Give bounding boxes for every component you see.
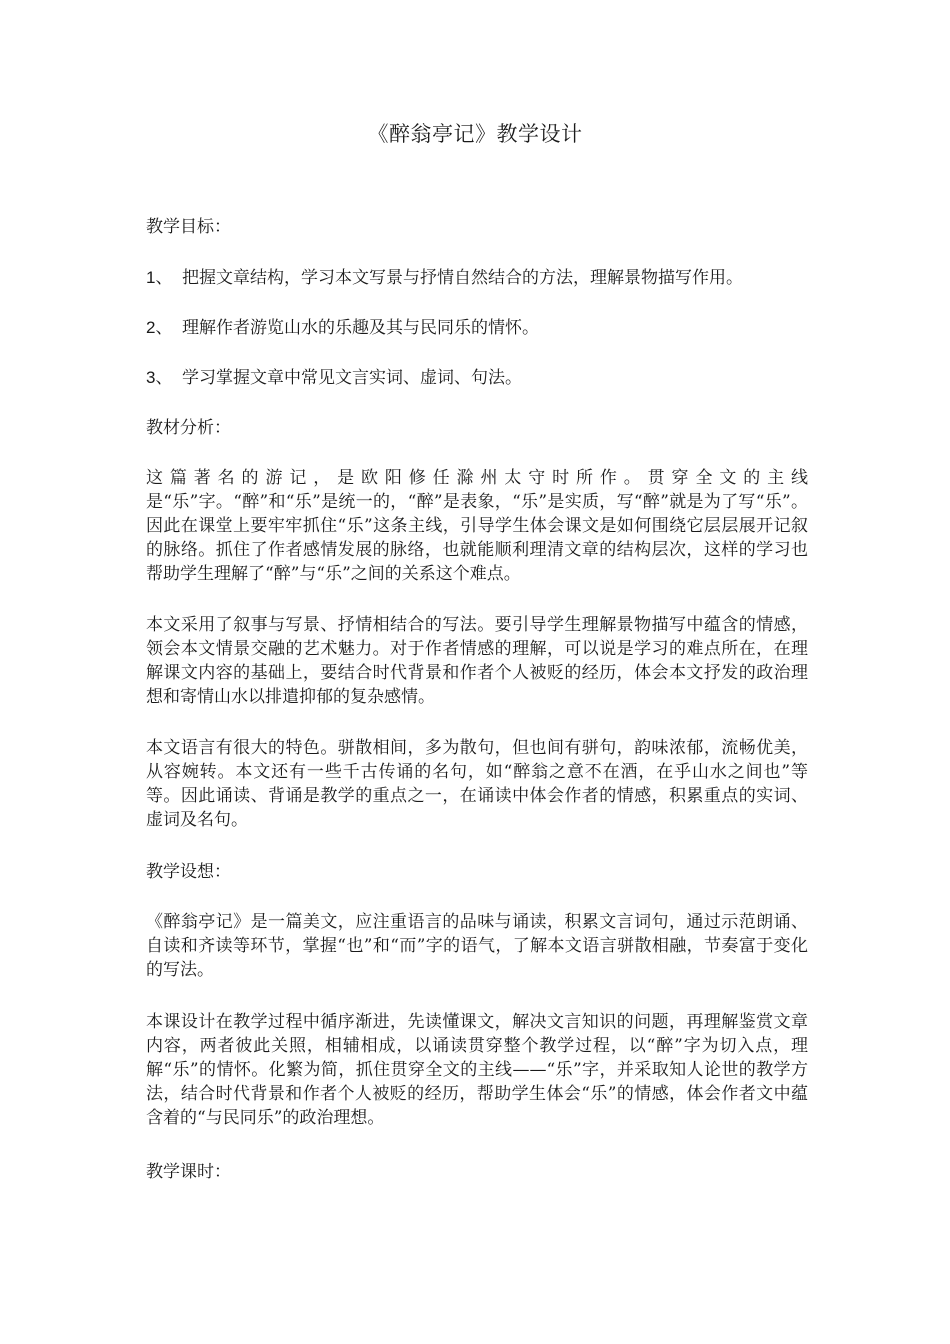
goal-number: 2、 bbox=[146, 318, 173, 337]
analysis-paragraph: 这篇著名的游记，是欧阳修任滁州太守时所作。贯穿全文的主线是“乐”字。“醉”和“乐”是统一的，“醉”是表象，“乐”是实质，写“醉”就是为了写“乐”。因此在课堂上要牢牢抓住“乐”这条主线，引导学生体会课文是如何围绕它层层展开记叙的脉络。抓住了作者感情发展的脉络，也就能顺利理清文章的结构层次，这样的学习也帮助学生理解了“醉”与“乐”之间的关系这个难点。 bbox=[146, 468, 808, 584]
idea-heading: 教学设想： bbox=[146, 862, 231, 882]
goal-text: 学习掌握文章中常见文言实词、虚词、句法。 bbox=[182, 368, 522, 388]
document-title: 《醉翁亭记》教学设计 bbox=[367, 122, 583, 146]
analysis-paragraph: 本文语言有很大的特色。骈散相间，多为散句，但也间有骈句，韵味浓郁，流畅优美，从容婉转。本文还有一些千古传诵的名句，如“醉翁之意不在酒，在乎山水之间也”等等。因此诵读、背诵是教学的重点之一，在诵读中体会作者的情感，积累重点的实词、虚词及名句。 bbox=[146, 738, 808, 830]
analysis-paragraph: 本文采用了叙事与写景、抒情相结合的写法。要引导学生理解景物描写中蕴含的情感，领会本文情景交融的艺术魅力。对于作者情感的理解，可以说是学习的难点所在，在理解课文内容的基础上，要结合时代背景和作者个人被贬的经历，体会本文抒发的政治理想和寄情山水以排遣抑郁的复杂感情。 bbox=[146, 615, 808, 707]
goal-item bbox=[146, 266, 743, 290]
hours-heading: 教学课时： bbox=[146, 1162, 231, 1182]
goal-number: 1、 bbox=[146, 268, 173, 287]
goal-text: 把握文章结构，学习本文写景与抒情自然结合的方法，理解景物描写作用。 bbox=[182, 268, 743, 288]
goal-text: 理解作者游览山水的乐趣及其与民同乐的情怀。 bbox=[182, 318, 539, 338]
goals-heading: 教学目标： bbox=[146, 217, 231, 237]
idea-paragraph: 《醉翁亭记》是一篇美文，应注重语言的品味与诵读，积累文言词句，通过示范朗诵、自读和齐读等环节，掌握“也”和“而”字的语气，了解本文语言骈散相融，节奏富于变化的写法。 bbox=[146, 912, 808, 980]
idea-paragraph: 本课设计在教学过程中循序渐进，先读懂课文，解决文言知识的问题，再理解鉴赏文章内容，两者彼此关照，相辅相成，以诵读贯穿整个教学过程，以“醉”字为切入点，理解“乐”的情怀。化繁为简，抓住贯穿全文的主线——“乐”字，并采取知人论世的教学方法，结合时代背景和作者个人被贬的经历，帮助学生体会“乐”的情感，体会作者文中蕴含着的“与民同乐”的政治理想。 bbox=[146, 1012, 808, 1128]
goal-item bbox=[146, 316, 539, 340]
analysis-heading: 教材分析： bbox=[146, 418, 231, 438]
goal-item bbox=[146, 366, 522, 390]
goal-number: 3、 bbox=[146, 368, 173, 387]
